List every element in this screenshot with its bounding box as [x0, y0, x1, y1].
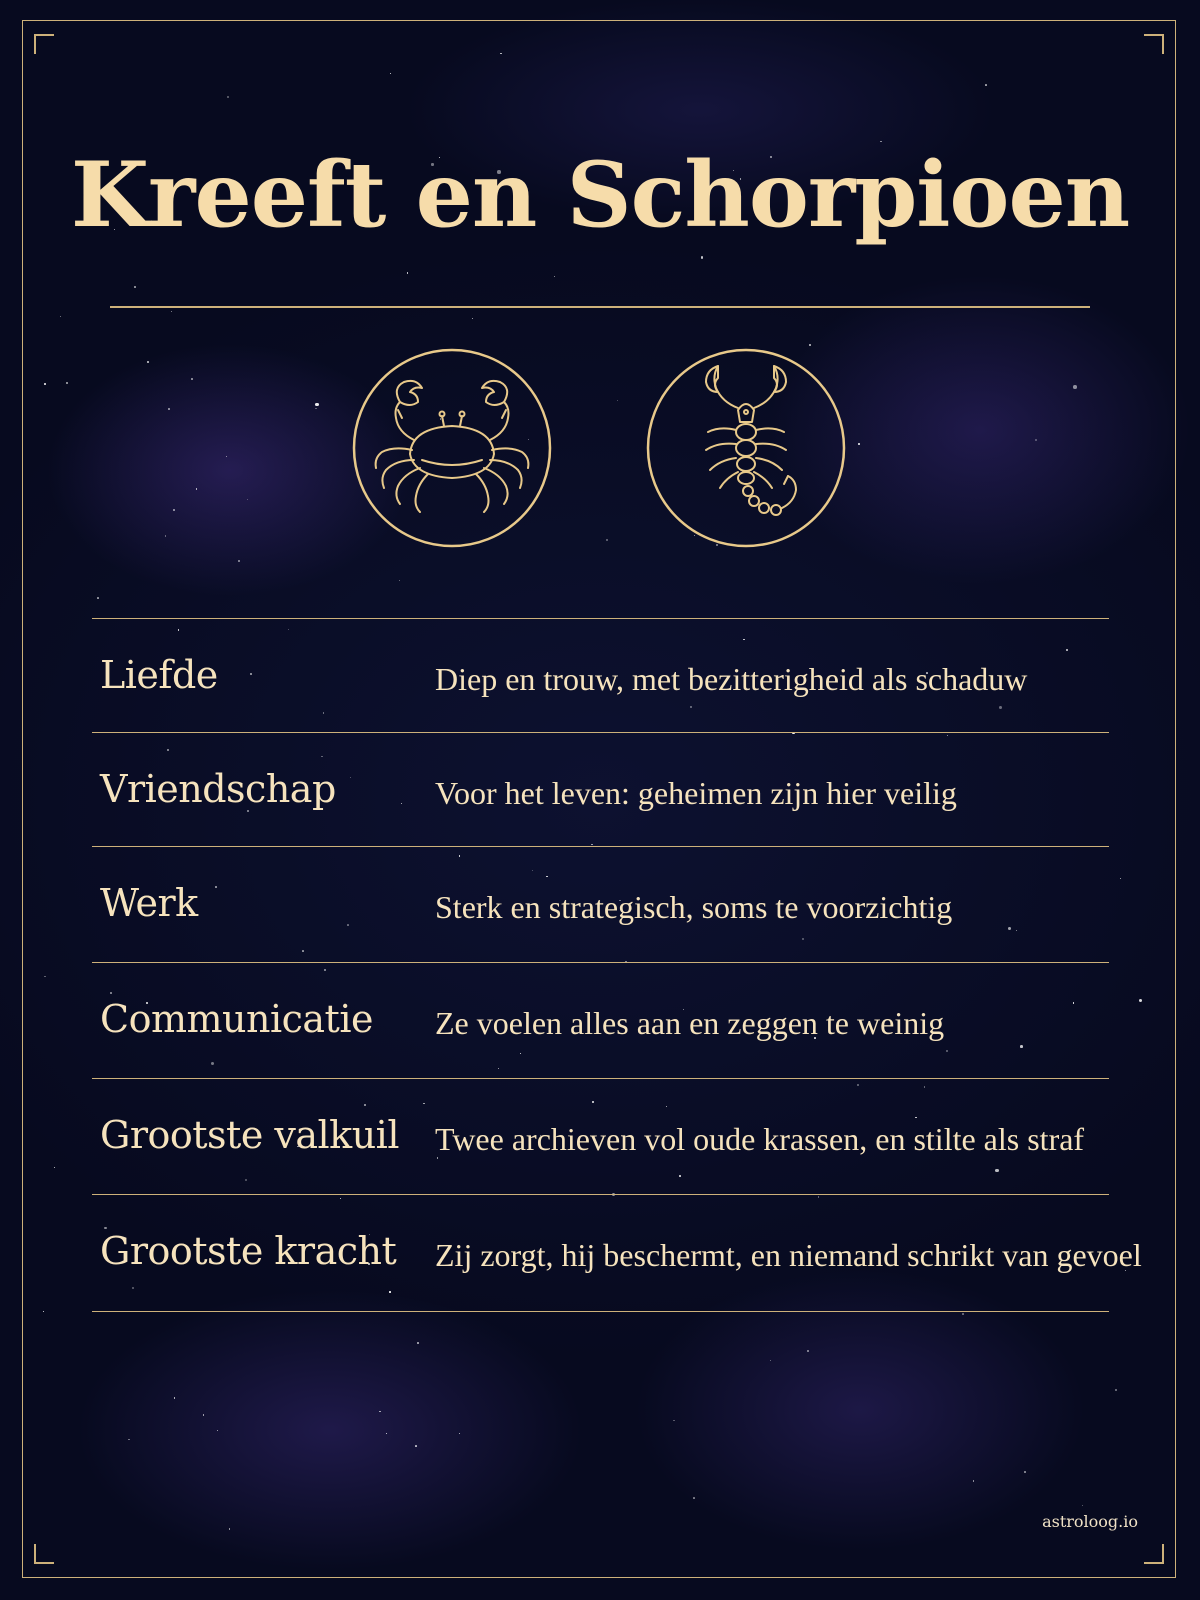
table-row [92, 618, 1109, 732]
star-dot [44, 976, 46, 978]
crab-icon [352, 348, 552, 548]
cancer-sign-emblem [352, 348, 552, 548]
frame-corner-top-right [1144, 34, 1164, 54]
trait-label: Communicatie [100, 997, 373, 1041]
star-dot [203, 1414, 205, 1416]
frame-corner-bottom-left [34, 1544, 54, 1564]
star-dot [44, 383, 46, 385]
footer-brand: astroloog.io [1042, 1512, 1138, 1531]
trait-description: Zij zorgt, hij beschermt, en niemand schrikt van gevoel [435, 1237, 1142, 1273]
star-dot [315, 403, 318, 406]
star-dot [985, 84, 987, 86]
star-dot [1120, 878, 1121, 879]
trait-description: Twee archieven vol oude krassen, en stilte als straf [435, 1121, 1085, 1157]
table-row [92, 1078, 1109, 1194]
star-dot [196, 488, 197, 489]
trait-label: Grootste kracht [100, 1229, 397, 1273]
star-dot [858, 443, 860, 445]
trait-description: Voor het leven: geheimen zijn hier veilig [435, 775, 957, 811]
trait-label: Werk [100, 881, 198, 925]
star-dot [174, 1397, 176, 1399]
trait-description: Ze voelen alles aan en zeggen te weinig [435, 1005, 945, 1041]
scorpion-icon [646, 348, 846, 548]
star-dot [128, 1439, 129, 1440]
star-dot [171, 311, 172, 312]
star-dot [191, 378, 193, 380]
table-row [92, 1194, 1142, 1312]
trait-label: Vriendschap [100, 767, 336, 811]
frame-corner-top-left [34, 34, 54, 54]
frame-corner-bottom-right [1144, 1544, 1164, 1564]
star-dot [415, 1445, 417, 1447]
trait-description: Sterk en strategisch, soms te voorzichtig [435, 889, 953, 925]
title-divider [110, 306, 1090, 308]
star-dot [701, 256, 703, 258]
star-dot [962, 1313, 964, 1315]
star-dot [606, 539, 607, 540]
star-dot [807, 1350, 809, 1352]
star-dot [1115, 1389, 1117, 1391]
star-dot [417, 1342, 419, 1344]
table-row [92, 846, 1109, 962]
table-row [92, 962, 1109, 1078]
star-dot [472, 318, 473, 319]
scorpio-sign-emblem [646, 348, 846, 548]
star-dot [238, 560, 240, 562]
trait-description: Diep en trouw, met bezitterigheid als schaduw [435, 661, 1028, 697]
page-title: Kreeft en Schorpioen [70, 142, 1130, 248]
star-dot [168, 408, 170, 410]
star-dot [1073, 385, 1077, 389]
table-row [92, 732, 1109, 846]
star-dot [173, 509, 175, 511]
star-dot [693, 1497, 695, 1499]
trait-label: Grootste valkuil [100, 1113, 399, 1157]
traits-table [92, 618, 1142, 1312]
trait-label: Liefde [100, 653, 218, 697]
